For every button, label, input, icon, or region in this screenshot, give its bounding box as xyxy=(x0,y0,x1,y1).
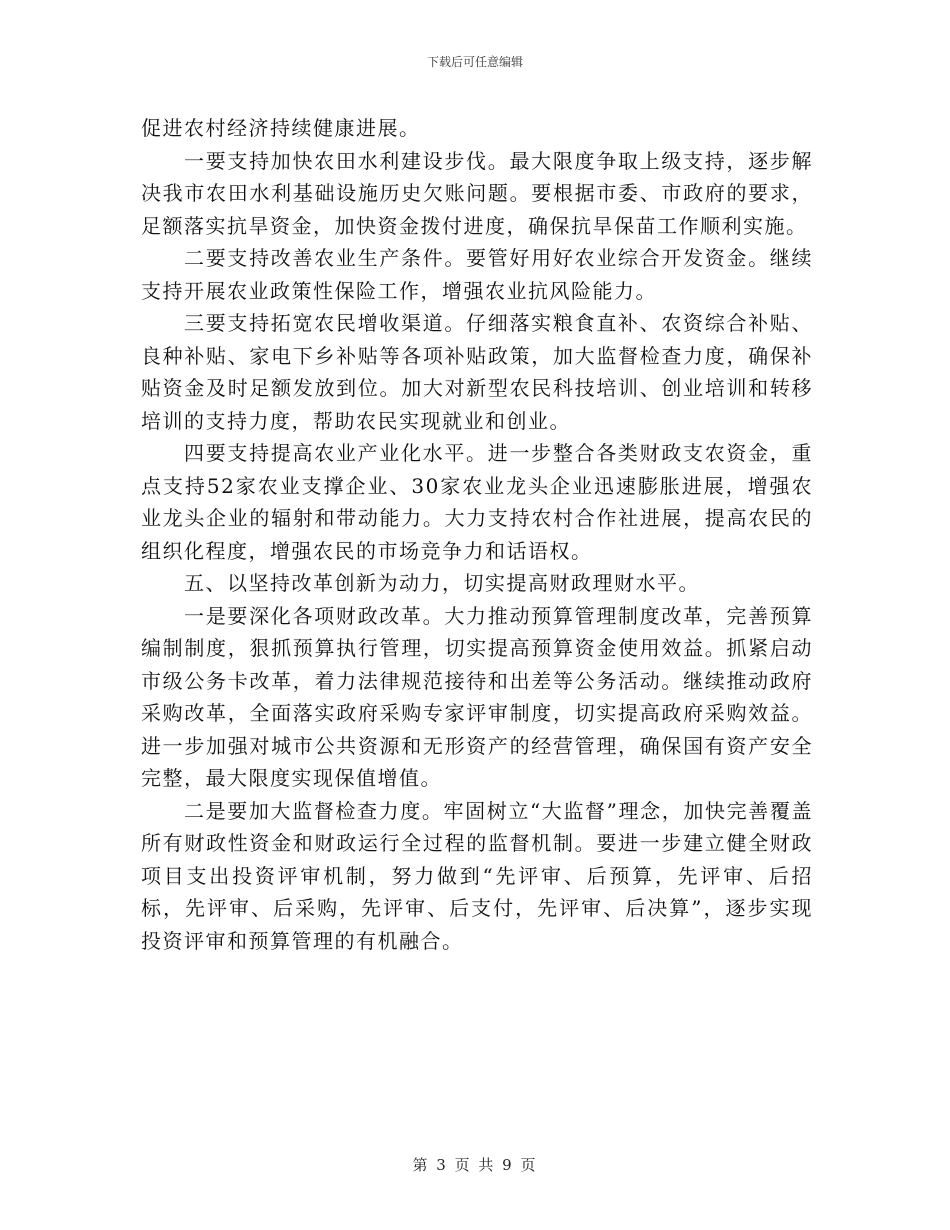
document-body xyxy=(141,112,813,957)
page-header: 下载后可任意编辑 xyxy=(426,55,523,69)
paragraph-irrigation: 一要支持加快农田水利建设步伐。最大限度争取上级支持，逐步解决我市农田水利基础设施历史欠账问题。要根据市委、市政府的要求，足额落实抗旱资金，加快资金拨付进度，确保抗旱保苗工作顺利实施。 xyxy=(141,148,813,238)
section-heading-five: 五、以坚持改革创新为动力，切实提高财政理财水平。 xyxy=(184,571,700,595)
page-number-footer: 第 3 页 共 9 页 xyxy=(412,1156,538,1174)
paragraph-fiscal-reform: 一是要深化各项财政改革。大力推动预算管理制度改革，完善预算编制制度，狠抓预算执行管理，切实提高预算资金使用效益。抓紧启动市级公务卡改革，着力法律规范接待和出差等公务活动。继续推动政府采购改革，全面落实政府采购专家评审制度，切实提高政府采购效益。进一步加强对城市公共资源和无形资产的经营管理，确保国有资产安全完整，最大限度实现保值增值。 xyxy=(141,603,813,790)
paragraph-supervision: 二是要加大监督检查力度。牢固树立“大监督”理念，加快完善覆盖所有财政性资金和财政运行全过程的监督机制。要进一步建立健全财政项目支出投资评审机制，努力做到“先评审、后预算，先评审、后招标，先评审、后采购，先评审、后支付，先评审、后决算”，逐步实现投资评审和预算管理的有机融合。 xyxy=(141,798,813,953)
paragraph-farmer-income: 三要支持拓宽农民增收渠道。仔细落实粮食直补、农资综合补贴、良种补贴、家电下乡补贴等各项补贴政策，加大监督检查力度，确保补贴资金及时足额发放到位。加大对新型农民科技培训、创业培训和转移培训的支持力度，帮助农民实现就业和创业。 xyxy=(141,311,813,433)
paragraph-industrialization: 四要支持提高农业产业化水平。进一步整合各类财政支农资金，重点支持52家农业支撑企业、30家农业龙头企业迅速膨胀进展，增强农业龙头企业的辐射和带动能力。大力支持农村合作社进展，提高农民的组织化程度，增强农民的市场竞争力和话语权。 xyxy=(141,441,813,563)
paragraph-continuation: 促进农村经济持续健康进展。 xyxy=(141,116,421,140)
paragraph-production-conditions: 二要支持改善农业生产条件。要管好用好农业综合开发资金。继续支持开展农业政策性保险工作，增强农业抗风险能力。 xyxy=(141,246,813,303)
